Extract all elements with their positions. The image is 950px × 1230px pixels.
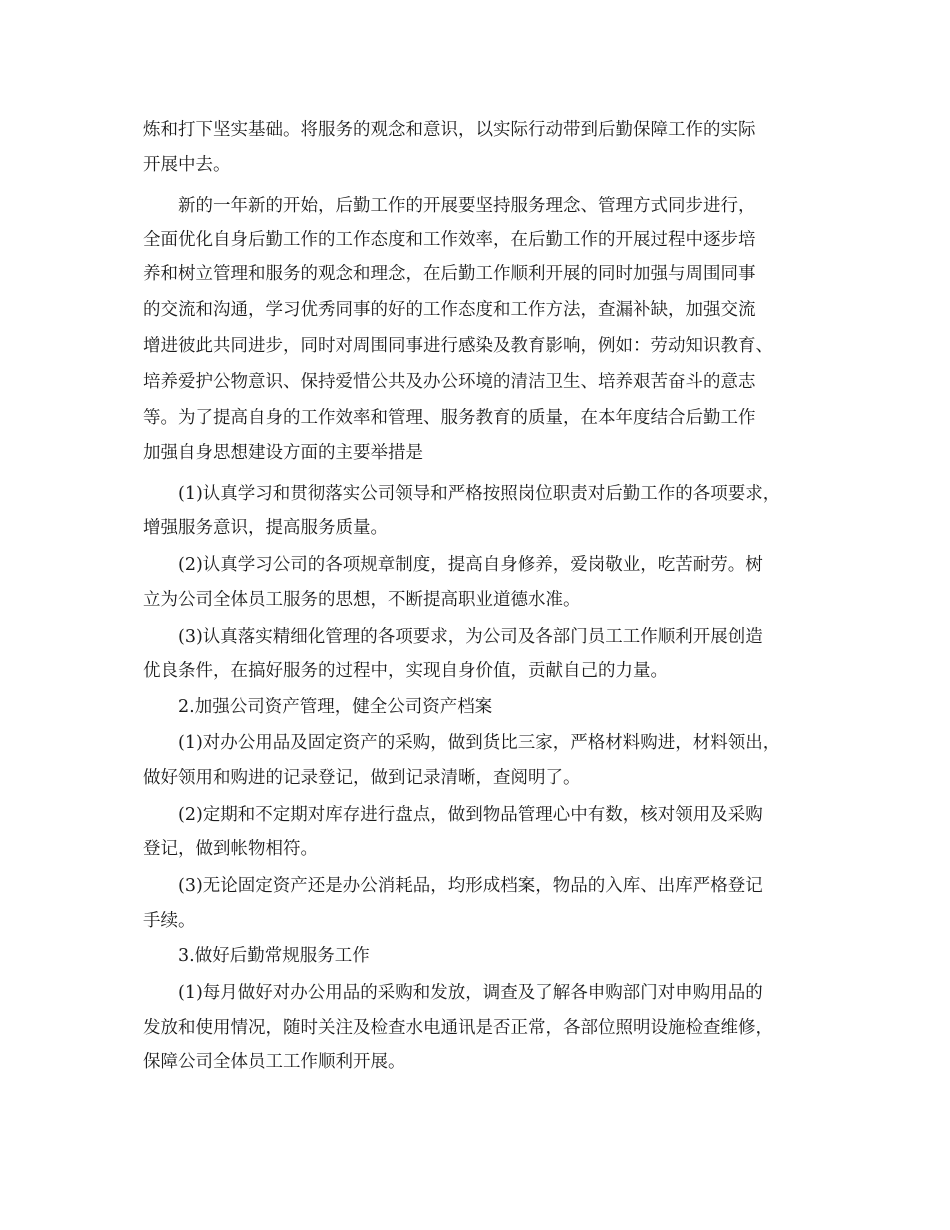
- list-item-3: (3)无论固定资产还是办公消耗品，均形成档案，物品的入库、出库严格登记: [178, 876, 763, 896]
- text-line: 手续。: [143, 911, 196, 931]
- list-item-2: (2)认真学习公司的各项规章制度，提高自身修养，爱岗敬业，吃苦耐劳。树: [178, 555, 763, 575]
- section-heading-3: 3.做好后勤常规服务工作: [178, 946, 370, 966]
- text-line: 优良条件，在搞好服务的过程中，实现自身价值，贡献自己的力量。: [143, 661, 668, 681]
- text-line: 增强服务意识，提高服务质量。: [143, 518, 388, 538]
- list-item-1: (1)对办公用品及固定资产的采购，做到货比三家，严格材料购进，材料领出，: [178, 733, 781, 753]
- text-line: 加强自身思想建设方面的主要举措是: [143, 443, 423, 463]
- list-item-2: (2)定期和不定期对库存进行盘点，做到物品管理心中有数，核对领用及采购: [178, 805, 763, 825]
- section-heading-2: 2.加强公司资产管理，健全公司资产档案: [178, 697, 493, 717]
- text-line: 等。为了提高自身的工作效率和管理、服务教育的质量，在本年度结合后勤工作: [143, 408, 756, 428]
- list-item-1: (1)认真学习和贯彻落实公司领导和严格按照岗位职责对后勤工作的各项要求，: [178, 484, 781, 504]
- text-line: 立为公司全体员工服务的思想，不断提高职业道德水准。: [143, 590, 581, 610]
- text-line: 发放和使用情况，随时关注及检查水电通讯是否正常，各部位照明设施检查维修，: [143, 1018, 773, 1038]
- text-line: 增进彼此共同进步，同时对周围同事进行感染及教育影响，例如：劳动知识教育、: [143, 336, 773, 356]
- text-line: 的交流和沟通，学习优秀同事的好的工作态度和工作方法，查漏补缺，加强交流: [143, 300, 756, 320]
- text-line: 开展中去。: [143, 155, 231, 175]
- list-item-1: (1)每月做好对办公用品的采购和发放，调查及了解各申购部门对申购用品的: [178, 983, 763, 1003]
- text-line: 炼和打下坚实基础。将服务的观念和意识，以实际行动带到后勤保障工作的实际: [143, 120, 756, 140]
- text-line: 养和树立管理和服务的观念和理念，在后勤工作顺利开展的同时加强与周围同事: [143, 264, 756, 284]
- list-item-3: (3)认真落实精细化管理的各项要求，为公司及各部门员工工作顺利开展创造: [178, 627, 763, 647]
- text-line: 保障公司全体员工工作顺利开展。: [143, 1052, 406, 1072]
- text-line: 全面优化自身后勤工作的工作态度和工作效率，在后勤工作的开展过程中逐步培: [143, 230, 756, 250]
- text-line: 做好领用和购进的记录登记，做到记录清晰，查阅明了。: [143, 768, 581, 788]
- text-line: 培养爱护公物意识、保持爱惜公共及办公环境的清洁卫生、培养艰苦奋斗的意志: [143, 372, 756, 392]
- text-line: 登记，做到帐物相符。: [143, 839, 318, 859]
- paragraph-start: 新的一年新的开始，后勤工作的开展要坚持服务理念、管理方式同步进行，: [178, 196, 756, 216]
